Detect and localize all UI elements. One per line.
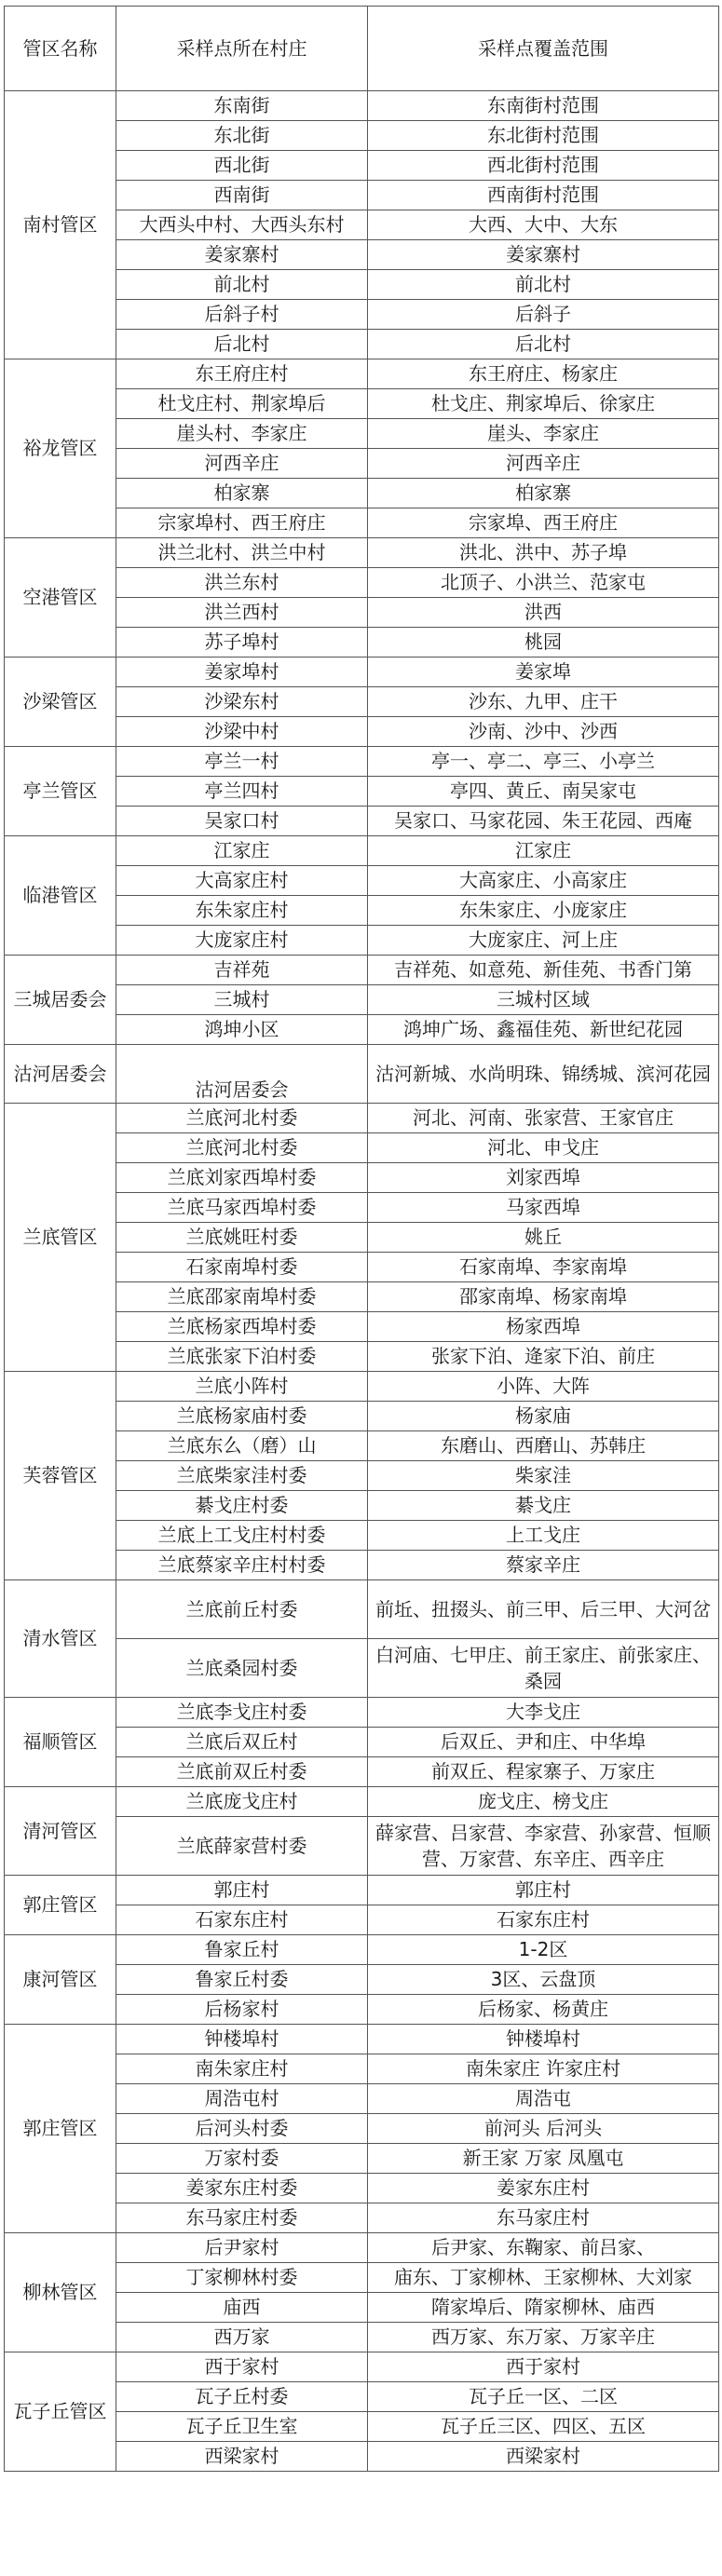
- table-row: [5, 2025, 719, 2054]
- coverage-cell: 马家西埠: [368, 1193, 719, 1223]
- district-name-cell: 沽河居委会: [5, 1045, 116, 1104]
- district-name-cell: 郭庄管区: [5, 2025, 116, 2233]
- sampling-points-table: [4, 6, 719, 2472]
- coverage-cell: 后杨家、杨黄庄: [368, 1995, 719, 2025]
- district-name-cell: 亭兰管区: [5, 747, 116, 836]
- coverage-cell: 后斜子: [368, 300, 719, 330]
- village-cell: 瓦子丘卫生室: [116, 2412, 368, 2442]
- coverage-cell: 吉祥苑、如意苑、新佳苑、书香门第: [368, 956, 719, 985]
- village-cell: 东南街: [116, 91, 368, 121]
- coverage-cell: 东朱家庄、小庞家庄: [368, 896, 719, 926]
- village-cell: 南朱家庄村: [116, 2054, 368, 2084]
- table-header-row: [5, 7, 719, 91]
- village-cell: 兰底马家西埠村委: [116, 1193, 368, 1223]
- coverage-cell: 瓦子丘三区、四区、五区: [368, 2412, 719, 2442]
- coverage-cell: 西梁家村: [368, 2442, 719, 2472]
- table-row: [5, 1787, 719, 1817]
- village-cell: 沙梁东村: [116, 687, 368, 717]
- table-row: [5, 1104, 719, 1133]
- coverage-cell: 杜戈庄、荆家埠后、徐家庄: [368, 389, 719, 419]
- table-row: [5, 91, 719, 121]
- village-cell: 柏家寨: [116, 479, 368, 508]
- coverage-cell: 姚丘: [368, 1223, 719, 1253]
- village-cell: 兰底李戈庄村委: [116, 1698, 368, 1728]
- village-cell: 崖头村、李家庄: [116, 419, 368, 449]
- village-cell: 三城村: [116, 985, 368, 1015]
- district-name-cell: 芙蓉管区: [5, 1372, 116, 1580]
- village-cell: 綦戈庄村委: [116, 1491, 368, 1521]
- village-cell: 西万家: [116, 2323, 368, 2352]
- district-name-cell: 南村管区: [5, 91, 116, 359]
- village-cell: 前北村: [116, 270, 368, 300]
- village-cell: 兰底蔡家辛庄村村委: [116, 1551, 368, 1580]
- table-row: [5, 1935, 719, 1965]
- village-cell: 兰底薛家营村委: [116, 1817, 368, 1876]
- village-cell: 石家东庄村: [116, 1905, 368, 1935]
- village-cell: 鸿坤小区: [116, 1015, 368, 1045]
- village-cell: 兰底小阵村: [116, 1372, 368, 1402]
- village-cell: 兰底刘家西埠村委: [116, 1163, 368, 1193]
- district-name-cell: 裕龙管区: [5, 359, 116, 538]
- coverage-cell: 东南街村范围: [368, 91, 719, 121]
- coverage-cell: 隋家埠后、隋家柳林、庙西: [368, 2293, 719, 2323]
- village-cell: 兰底前丘村委: [116, 1580, 368, 1639]
- table-row: [5, 1045, 719, 1104]
- coverage-cell: 1-2区: [368, 1935, 719, 1965]
- coverage-cell: 东磨山、西磨山、苏韩庄: [368, 1431, 719, 1461]
- village-cell: 后斜子村: [116, 300, 368, 330]
- village-cell: 西南街: [116, 181, 368, 210]
- table-row: [5, 1698, 719, 1728]
- district-name-cell: 瓦子丘管区: [5, 2352, 116, 2472]
- table-row: [5, 836, 719, 866]
- village-cell: 兰底姚旺村委: [116, 1223, 368, 1253]
- district-name-cell: 兰底管区: [5, 1104, 116, 1372]
- village-cell: 东马家庄村委: [116, 2203, 368, 2233]
- village-cell: 兰底张家下泊村委: [116, 1342, 368, 1372]
- district-name-cell: 清河管区: [5, 1787, 116, 1876]
- village-cell: 苏子埠村: [116, 628, 368, 658]
- coverage-cell: 三城村区域: [368, 985, 719, 1015]
- village-cell: 兰底河北村委: [116, 1133, 368, 1163]
- coverage-cell: 蔡家辛庄: [368, 1551, 719, 1580]
- coverage-cell: 河北、河南、张家营、王家官庄: [368, 1104, 719, 1133]
- coverage-cell: 后尹家、东鞠家、前吕家、: [368, 2233, 719, 2263]
- coverage-cell: 杨家庙: [368, 1402, 719, 1431]
- coverage-cell: 姜家东庄村: [368, 2174, 719, 2203]
- village-cell: 庙西: [116, 2293, 368, 2323]
- table-row: [5, 658, 719, 687]
- coverage-cell: 綦戈庄: [368, 1491, 719, 1521]
- coverage-cell: 西万家、东万家、万家辛庄: [368, 2323, 719, 2352]
- coverage-cell: 白河庙、七甲庄、前王家庄、前张家庄、桑园: [368, 1639, 719, 1698]
- coverage-cell: 沙东、九甲、庄干: [368, 687, 719, 717]
- coverage-cell: 庞戈庄、榜戈庄: [368, 1787, 719, 1817]
- village-cell: 郭庄村: [116, 1876, 368, 1905]
- village-cell: 沙梁中村: [116, 717, 368, 747]
- coverage-cell: 沙南、沙中、沙西: [368, 717, 719, 747]
- coverage-cell: 刘家西埠: [368, 1163, 719, 1193]
- village-cell: 兰底河北村委: [116, 1104, 368, 1133]
- coverage-cell: 钟楼埠村: [368, 2025, 719, 2054]
- village-cell: 亭兰一村: [116, 747, 368, 777]
- village-cell: 兰底杨家庙村委: [116, 1402, 368, 1431]
- district-name-cell: 柳林管区: [5, 2233, 116, 2352]
- village-cell: 西于家村: [116, 2352, 368, 2382]
- coverage-cell: 周浩屯: [368, 2084, 719, 2114]
- village-cell: 兰底后双丘村: [116, 1728, 368, 1757]
- village-cell: 兰底上工戈庄村村委: [116, 1521, 368, 1551]
- village-cell: 西梁家村: [116, 2442, 368, 2472]
- village-cell: 宗家埠村、西王府庄: [116, 508, 368, 538]
- village-cell: 姜家埠村: [116, 658, 368, 687]
- coverage-cell: 东王府庄、杨家庄: [368, 359, 719, 389]
- coverage-cell: 石家南埠、李家南埠: [368, 1253, 719, 1282]
- coverage-cell: 前北村: [368, 270, 719, 300]
- coverage-cell: 宗家埠、西王府庄: [368, 508, 719, 538]
- header-coverage: 采样点覆盖范围: [368, 7, 719, 91]
- village-cell: 后杨家村: [116, 1995, 368, 2025]
- village-cell: 钟楼埠村: [116, 2025, 368, 2054]
- coverage-cell: 大庞家庄、河上庄: [368, 926, 719, 956]
- coverage-cell: 郭庄村: [368, 1876, 719, 1905]
- village-cell: 吴家口村: [116, 807, 368, 836]
- village-cell: 后尹家村: [116, 2233, 368, 2263]
- coverage-cell: 前双丘、程家寨子、万家庄: [368, 1757, 719, 1787]
- village-cell: 西北街: [116, 151, 368, 181]
- village-cell: 兰底庞戈庄村: [116, 1787, 368, 1817]
- table-row: [5, 2352, 719, 2382]
- table-row: [5, 747, 719, 777]
- header-district: 管区名称: [5, 7, 116, 91]
- coverage-cell: 南朱家庄 许家庄村: [368, 2054, 719, 2084]
- village-cell: 杜戈庄村、荆家埠后: [116, 389, 368, 419]
- coverage-cell: 柏家寨: [368, 479, 719, 508]
- table-row: [5, 1876, 719, 1905]
- district-name-cell: 郭庄管区: [5, 1876, 116, 1935]
- village-cell: 东北街: [116, 121, 368, 151]
- village-cell: 东朱家庄村: [116, 896, 368, 926]
- village-cell: 姜家寨村: [116, 240, 368, 270]
- village-cell: 吉祥苑: [116, 956, 368, 985]
- village-cell: 亭兰四村: [116, 777, 368, 807]
- coverage-cell: 瓦子丘一区、二区: [368, 2382, 719, 2412]
- village-cell: 江家庄: [116, 836, 368, 866]
- coverage-cell: 西南街村范围: [368, 181, 719, 210]
- table-row: [5, 2233, 719, 2263]
- village-cell: 大高家庄村: [116, 866, 368, 896]
- village-cell: 兰底桑园村委: [116, 1639, 368, 1698]
- coverage-cell: 北顶子、小洪兰、范家屯: [368, 568, 719, 598]
- village-cell: 后河头村委: [116, 2114, 368, 2144]
- village-cell: 石家南埠村委: [116, 1253, 368, 1282]
- village-cell: 大西头中村、大西头东村: [116, 210, 368, 240]
- coverage-cell: 3区、云盘顶: [368, 1965, 719, 1995]
- village-cell: 鲁家丘村: [116, 1935, 368, 1965]
- district-name-cell: 沙梁管区: [5, 658, 116, 747]
- village-cell: 兰底邵家南埠村委: [116, 1282, 368, 1312]
- district-name-cell: 康河管区: [5, 1935, 116, 2025]
- coverage-cell: 大西、大中、大东: [368, 210, 719, 240]
- coverage-cell: 鸿坤广场、鑫福佳苑、新世纪花园: [368, 1015, 719, 1045]
- coverage-cell: 西北街村范围: [368, 151, 719, 181]
- village-cell: 东王府庄村: [116, 359, 368, 389]
- village-cell: 兰底杨家西埠村委: [116, 1312, 368, 1342]
- coverage-cell: 后双丘、尹和庄、中华埠: [368, 1728, 719, 1757]
- village-cell: 沽河居委会: [116, 1045, 368, 1104]
- coverage-cell: 上工戈庄: [368, 1521, 719, 1551]
- coverage-cell: 柴家洼: [368, 1461, 719, 1491]
- coverage-cell: 亭一、亭二、亭三、小亭兰: [368, 747, 719, 777]
- coverage-cell: 邵家南埠、杨家南埠: [368, 1282, 719, 1312]
- coverage-cell: 新王家 万家 凤凰屯: [368, 2144, 719, 2174]
- village-cell: 洪兰西村: [116, 598, 368, 628]
- coverage-cell: 后北村: [368, 330, 719, 359]
- table-row: [5, 359, 719, 389]
- village-cell: 后北村: [116, 330, 368, 359]
- village-cell: 鲁家丘村委: [116, 1965, 368, 1995]
- district-name-cell: 空港管区: [5, 538, 116, 658]
- district-name-cell: 临港管区: [5, 836, 116, 956]
- coverage-cell: 亭四、黄丘、南吴家屯: [368, 777, 719, 807]
- coverage-cell: 张家下泊、逄家下泊、前庄: [368, 1342, 719, 1372]
- table-row: [5, 1372, 719, 1402]
- coverage-cell: 桃园: [368, 628, 719, 658]
- coverage-cell: 河西辛庄: [368, 449, 719, 479]
- coverage-cell: 崖头、李家庄: [368, 419, 719, 449]
- coverage-cell: 西于家村: [368, 2352, 719, 2382]
- coverage-cell: 石家东庄村: [368, 1905, 719, 1935]
- district-name-cell: 福顺管区: [5, 1698, 116, 1787]
- coverage-cell: 大李戈庄: [368, 1698, 719, 1728]
- village-cell: 周浩屯村: [116, 2084, 368, 2114]
- district-name-cell: 清水管区: [5, 1580, 116, 1698]
- village-cell: 万家村委: [116, 2144, 368, 2174]
- village-cell: 兰底柴家洼村委: [116, 1461, 368, 1491]
- coverage-cell: 前河头 后河头: [368, 2114, 719, 2144]
- table-row: [5, 1580, 719, 1639]
- coverage-cell: 洪西: [368, 598, 719, 628]
- village-cell: 洪兰北村、洪兰中村: [116, 538, 368, 568]
- coverage-cell: 小阵、大阵: [368, 1372, 719, 1402]
- coverage-cell: 姜家寨村: [368, 240, 719, 270]
- table-row: [5, 538, 719, 568]
- coverage-cell: 东马家庄村: [368, 2203, 719, 2233]
- coverage-cell: 前坵、扭掇头、前三甲、后三甲、大河岔: [368, 1580, 719, 1639]
- coverage-cell: 吴家口、马家花园、朱王花园、西庵: [368, 807, 719, 836]
- coverage-cell: 大高家庄、小高家庄: [368, 866, 719, 896]
- sampling-points-table-sheet: [4, 6, 718, 2472]
- village-cell: 瓦子丘村委: [116, 2382, 368, 2412]
- coverage-cell: 河北、申戈庄: [368, 1133, 719, 1163]
- coverage-cell: 杨家西埠: [368, 1312, 719, 1342]
- coverage-cell: 庙东、丁家柳林、王家柳林、大刘家: [368, 2263, 719, 2293]
- village-cell: 姜家东庄村委: [116, 2174, 368, 2203]
- table-body: [5, 91, 719, 2472]
- village-cell: 兰底前双丘村委: [116, 1757, 368, 1787]
- header-village: 采样点所在村庄: [116, 7, 368, 91]
- village-cell: 丁家柳林村委: [116, 2263, 368, 2293]
- coverage-cell: 洪北、洪中、苏子埠: [368, 538, 719, 568]
- coverage-cell: 薛家营、吕家营、李家营、孙家营、恒顺营、万家营、东辛庄、西辛庄: [368, 1817, 719, 1876]
- coverage-cell: 东北街村范围: [368, 121, 719, 151]
- coverage-cell: 姜家埠: [368, 658, 719, 687]
- village-cell: 兰底东么（磨）山: [116, 1431, 368, 1461]
- village-cell: 大庞家庄村: [116, 926, 368, 956]
- table-row: [5, 956, 719, 985]
- village-cell: 河西辛庄: [116, 449, 368, 479]
- village-cell: 洪兰东村: [116, 568, 368, 598]
- coverage-cell: 江家庄: [368, 836, 719, 866]
- coverage-cell: 沽河新城、水尚明珠、锦绣城、滨河花园: [368, 1045, 719, 1104]
- district-name-cell: 三城居委会: [5, 956, 116, 1045]
